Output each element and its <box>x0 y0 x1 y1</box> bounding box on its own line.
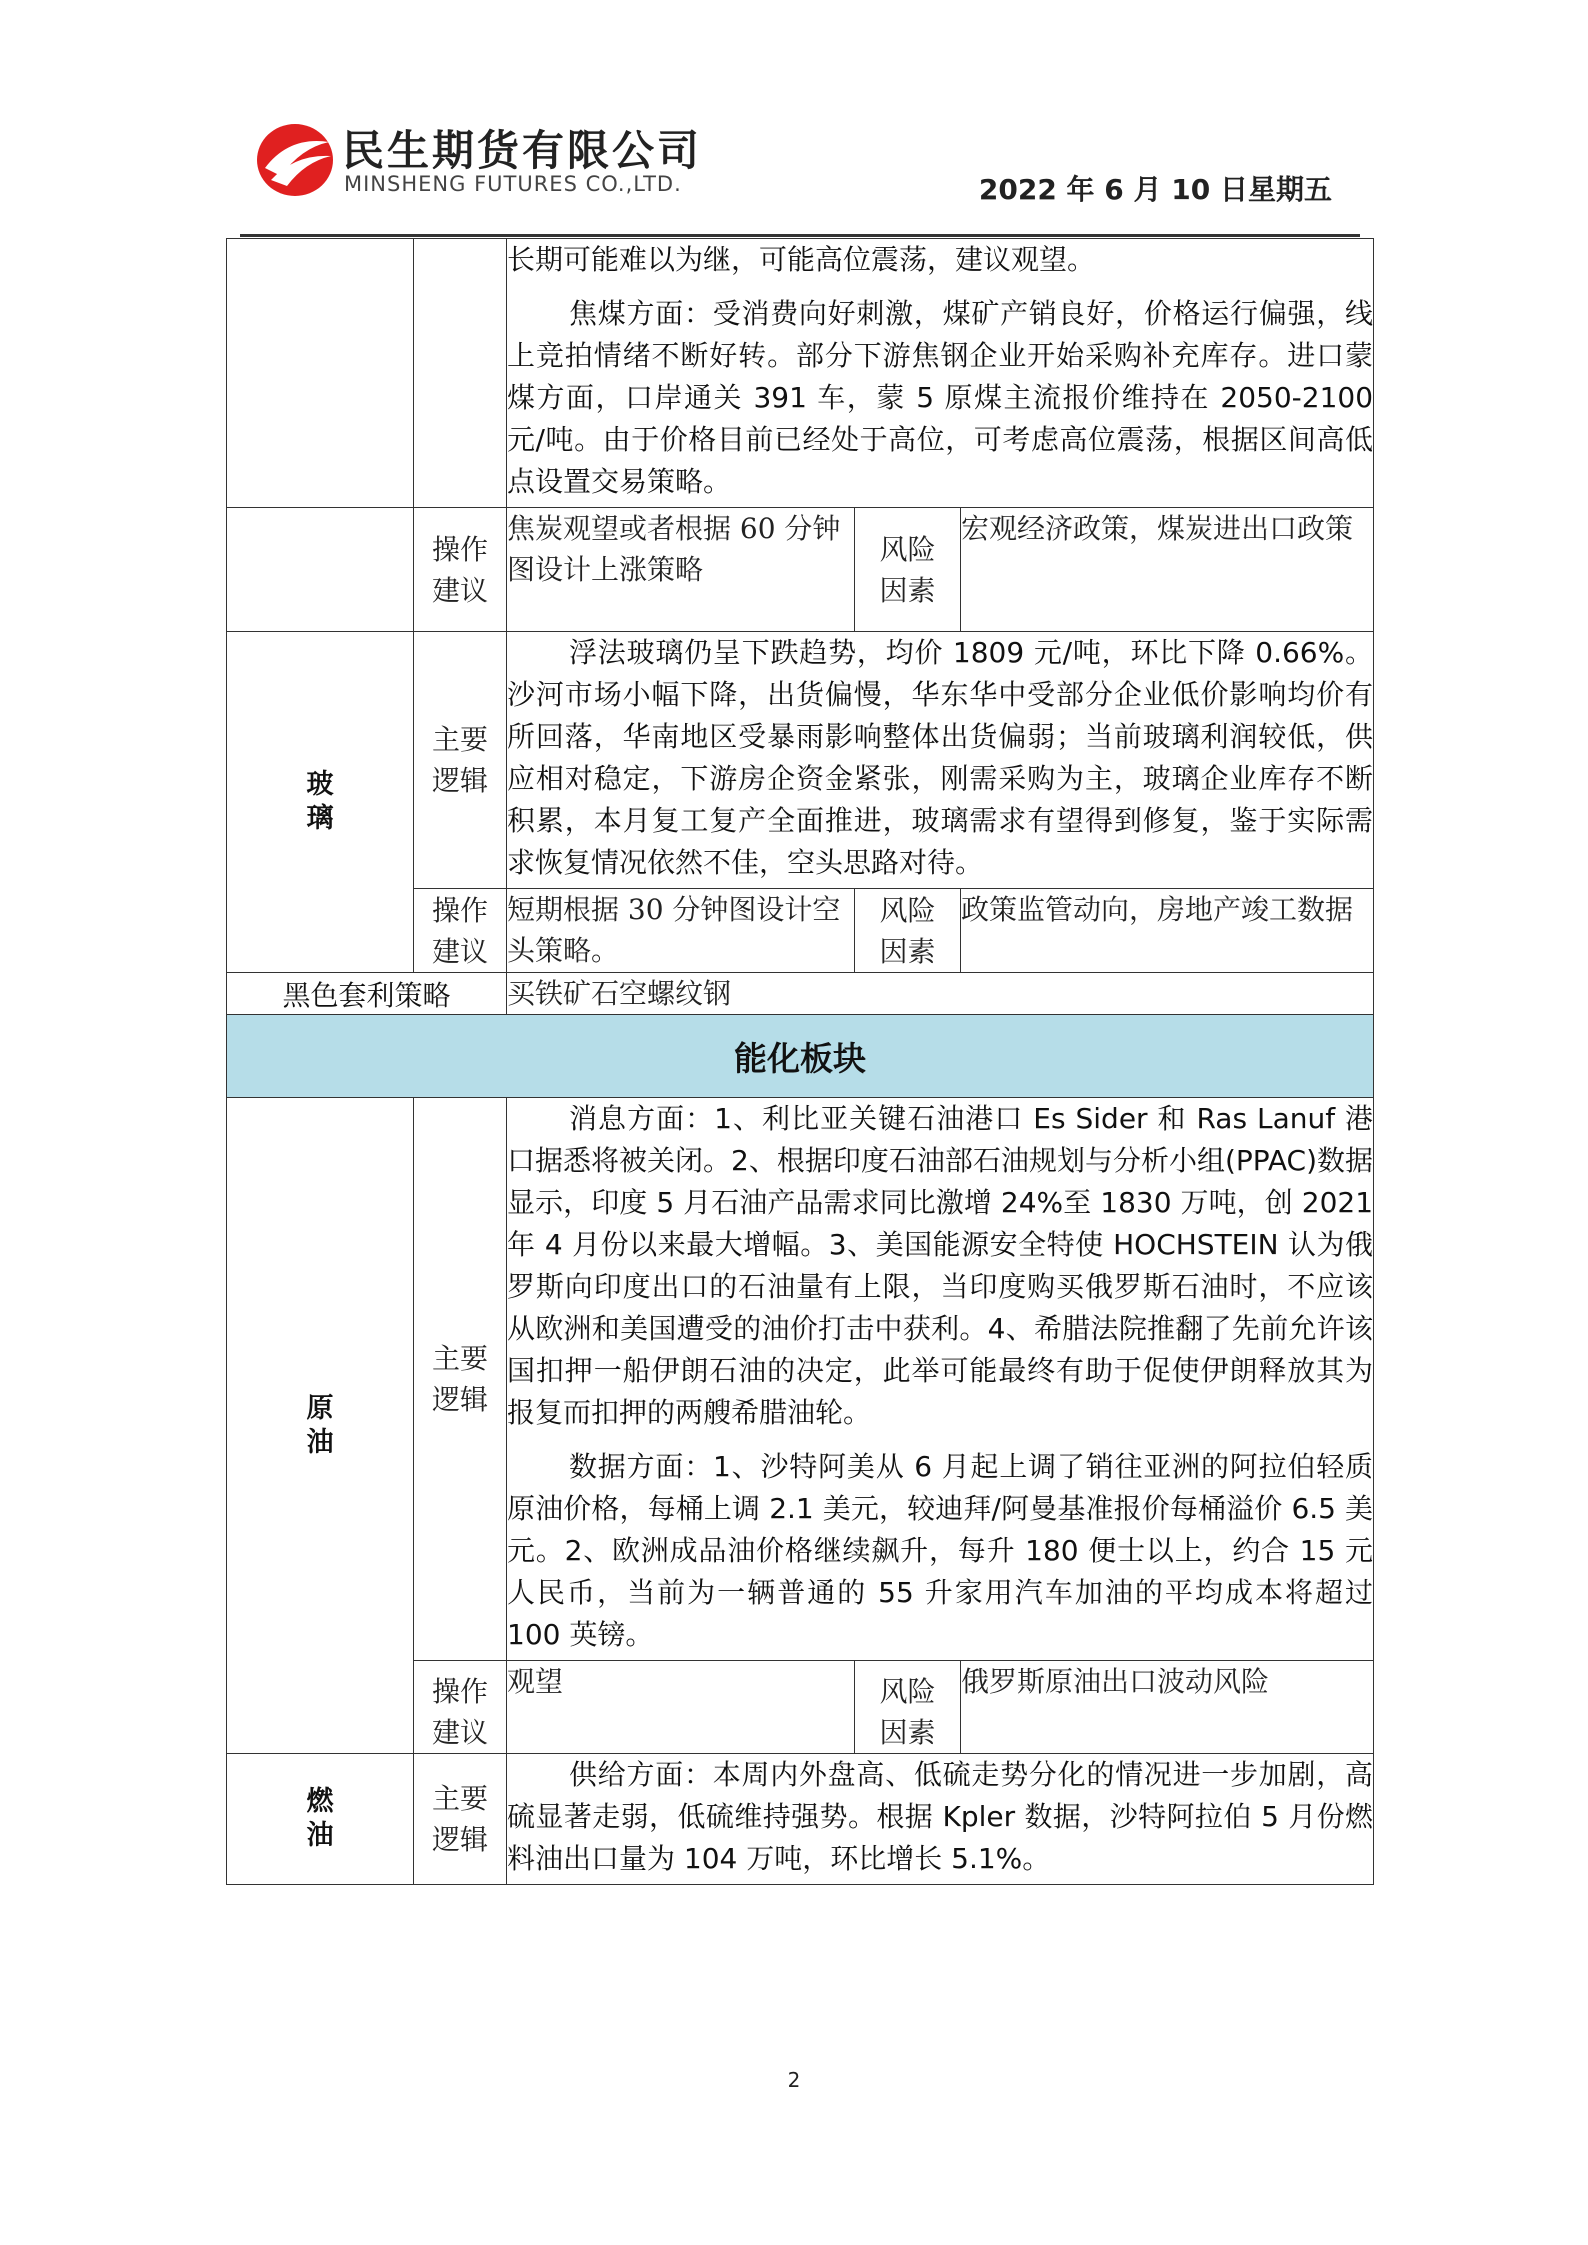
glass-logic-text <box>507 632 1374 889</box>
coke-para-2: 焦煤方面：受消费向好刺激，煤矿产销良好，价格运行偏强，线上竞拍情绪不断好转。部分下游焦钢企业开始采购补充库存。进口蒙煤方面，口岸通关 391 车，蒙 5 原煤主流报价维持在 2050-2100 元/吨。由于价格目前已经处于高位，可考虑高位震荡，根据区间高低点设置交易策略。 <box>507 297 1374 498</box>
glass-risk-text: 政策监管动向，房地产竣工数据 <box>961 889 1374 973</box>
crude-category: 原 油 <box>227 1098 414 1754</box>
coke-sublabel-cell <box>414 239 507 508</box>
company-name-en: MINSHENG FUTURES CO.,LTD. <box>344 172 682 196</box>
fuel-logic-label: 主要 逻辑 <box>414 1754 507 1885</box>
coke-category-cell-2 <box>227 508 414 632</box>
energy-section-title: 能化板块 <box>227 1015 1374 1098</box>
header-divider <box>240 234 1360 237</box>
coke-logic-row <box>227 239 1374 508</box>
page-number: 2 <box>787 2068 801 2092</box>
crude-logic-row <box>227 1098 1374 1661</box>
glass-para: 浮法玻璃仍呈下跌趋势，均价 1809 元/吨，环比下降 0.66%。沙河市场小幅下降，出货偏慢，华东华中受部分企业低价影响均价有所回落，华南地区受暴雨影响整体出货偏弱；当前玻璃利润较低，供应相对稳定，下游房企资金紧张，刚需采购为主，玻璃企业库存不断积累，本月复工复产全面推进，玻璃需求有望得到修复，鉴于实际需求恢复情况依然不佳，空头思路对待。 <box>507 636 1374 879</box>
coke-risk-label: 风险 因素 <box>855 508 961 632</box>
glass-op-text: 短期根据 30 分钟图设计空头策略。 <box>507 889 855 973</box>
crude-data-para: 数据方面：1、沙特阿美从 6 月起上调了销往亚洲的阿拉伯轻质原油价格，每桶上调 2.1 美元，较迪拜/阿曼基准报价每桶溢价 6.5 美元。2、欧洲成品油价格继续飙升，每升 180 便士以上，约合 15 元人民币，当前为一辆普通的 55 升家用汽车加油的平均成本将超过 100 英镑。 <box>507 1450 1374 1651</box>
glass-logic-label: 主要 逻辑 <box>414 632 507 889</box>
glass-risk-label: 风险 因素 <box>855 889 961 973</box>
crude-news-para: 消息方面：1、利比亚关键石油港口 Es Sider 和 Ras Lanuf 港口据悉将被关闭。2、根据印度石油部石油规划与分析小组(PPAC)数据显示，印度 5 月石油产品需求同比激增 24%至 1830 万吨，创 2021 年 4 月份以来最大增幅。3、美国能源安全特使 HOCHSTEIN 认为俄罗斯向印度出口的石油量有上限，当印度购买俄罗斯石油时，不应该从欧洲和美国遭受的油价打击中获利。4、希腊法院推翻了先前允许该国扣押一船伊朗石油的决定，此举可能最终有助于促使伊朗释放其为报复而扣押的两艘希腊油轮。 <box>507 1102 1374 1429</box>
coke-risk-text: 宏观经济政策，煤炭进出口政策 <box>961 508 1374 632</box>
fuel-logic-row <box>227 1754 1374 1885</box>
glass-op-label: 操作 建议 <box>414 889 507 973</box>
black-strategy-row <box>227 973 1374 1015</box>
crude-risk-text: 俄罗斯原油出口波动风险 <box>961 1661 1374 1754</box>
crude-logic-text <box>507 1098 1374 1661</box>
energy-section-row <box>227 1015 1374 1098</box>
crude-op-text: 观望 <box>507 1661 855 1754</box>
fuel-logic-text <box>507 1754 1374 1885</box>
report-table <box>226 238 1374 1885</box>
coke-logic-text <box>507 239 1374 508</box>
coke-para-1: 长期可能难以为继，可能高位震荡，建议观望。 <box>507 243 1096 276</box>
fuel-category: 燃 油 <box>227 1754 414 1885</box>
company-name-cn: 民生期货有限公司 <box>342 126 703 175</box>
coke-op-label: 操作 建议 <box>414 508 507 632</box>
report-date: 2022 年 6 月 10 日星期五 <box>978 173 1332 206</box>
fuel-para: 供给方面：本周内外盘高、低硫走势分化的情况进一步加剧，高硫显著走弱，低硫维持强势。根据 Kpler 数据，沙特阿拉伯 5 月份燃料油出口量为 104 万吨，环比增长 5.1%。 <box>507 1758 1374 1875</box>
company-logo-icon <box>255 120 335 200</box>
coke-op-text: 焦炭观望或者根据 60 分钟图设计上涨策略 <box>507 508 855 632</box>
glass-logic-row <box>227 632 1374 889</box>
page-header <box>240 110 1360 240</box>
crude-op-label: 操作 建议 <box>414 1661 507 1754</box>
crude-risk-label: 风险 因素 <box>855 1661 961 1754</box>
coke-operation-row <box>227 508 1374 632</box>
crude-logic-label: 主要 逻辑 <box>414 1098 507 1661</box>
coke-category-cell <box>227 239 414 508</box>
glass-category: 玻 璃 <box>227 632 414 973</box>
black-strategy-text: 买铁矿石空螺纹钢 <box>507 973 1374 1015</box>
black-strategy-label: 黑色套利策略 <box>227 973 507 1015</box>
